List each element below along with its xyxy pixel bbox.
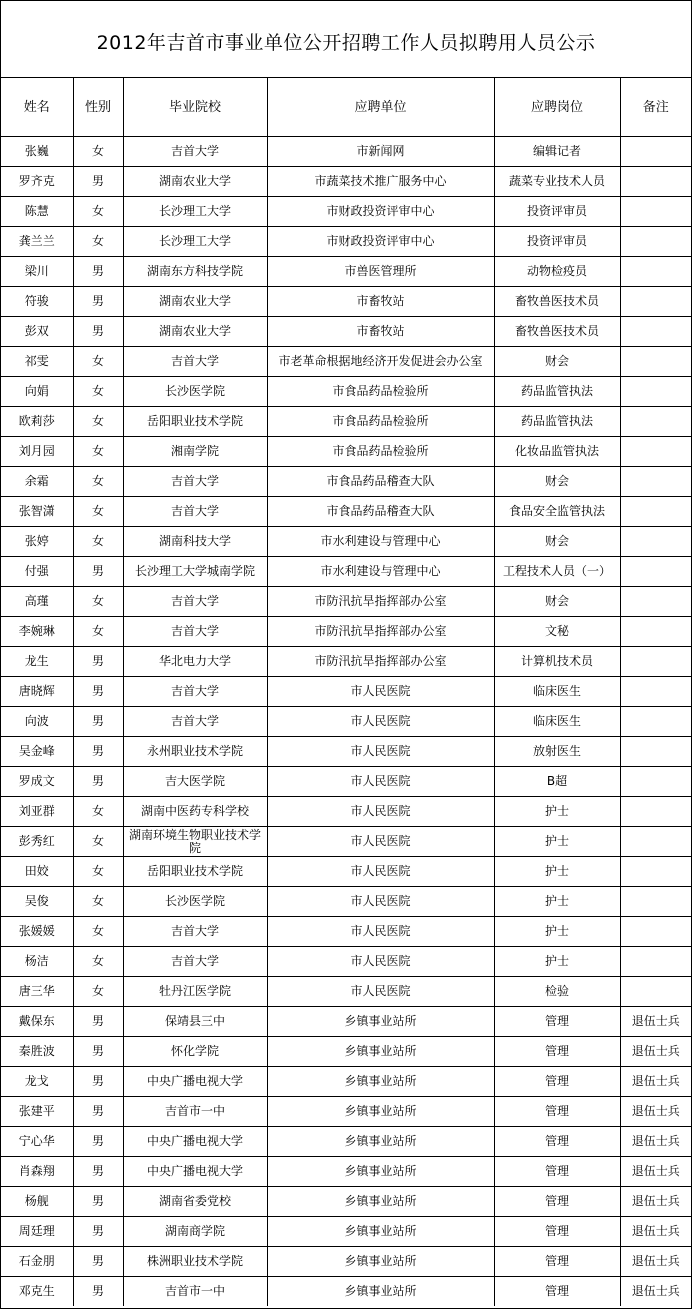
cell-unit: 市食品药品稽查大队 (267, 497, 494, 527)
cell-unit: 市水利建设与管理中心 (267, 527, 494, 557)
cell-name: 唐晓辉 (1, 677, 73, 707)
page-title: 2012年吉首市事业单位公开招聘工作人员拟聘用人员公示 (1, 1, 691, 78)
cell-position: 护士 (494, 917, 620, 947)
cell-remark (620, 647, 691, 677)
cell-unit: 市畜牧站 (267, 287, 494, 317)
cell-remark (620, 257, 691, 287)
cell-name: 高瑾 (1, 587, 73, 617)
cell-name: 刘月园 (1, 437, 73, 467)
cell-unit: 乡镇事业站所 (267, 1277, 494, 1307)
table-row (1, 1247, 691, 1277)
cell-unit: 市人民医院 (267, 737, 494, 767)
cell-position: 管理 (494, 1097, 620, 1127)
cell-school: 长沙理工大学 (123, 197, 267, 227)
cell-unit: 市水利建设与管理中心 (267, 557, 494, 587)
cell-gender: 男 (73, 1127, 123, 1157)
cell-gender: 女 (73, 137, 123, 167)
table-row (1, 437, 691, 467)
header-gender: 性别 (73, 78, 123, 137)
cell-gender: 男 (73, 1097, 123, 1127)
header-unit: 应聘单位 (267, 78, 494, 137)
cell-name: 张媛媛 (1, 917, 73, 947)
cell-remark (620, 287, 691, 317)
table-row (1, 977, 691, 1007)
cell-remark (620, 437, 691, 467)
cell-name: 戴保东 (1, 1007, 73, 1037)
cell-name: 张婷 (1, 527, 73, 557)
cell-gender: 男 (73, 167, 123, 197)
cell-position: 管理 (494, 1037, 620, 1067)
table-row (1, 497, 691, 527)
cell-unit: 市人民医院 (267, 977, 494, 1007)
cell-unit: 市畜牧站 (267, 317, 494, 347)
cell-name: 周廷理 (1, 1217, 73, 1247)
table-row (1, 887, 691, 917)
cell-school: 吉首大学 (123, 617, 267, 647)
cell-school: 吉首大学 (123, 917, 267, 947)
cell-unit: 市人民医院 (267, 947, 494, 977)
cell-remark: 退伍士兵 (620, 1037, 691, 1067)
cell-gender: 女 (73, 857, 123, 887)
cell-remark (620, 977, 691, 1007)
cell-position: 工程技术人员（一） (494, 557, 620, 587)
cell-unit: 乡镇事业站所 (267, 1187, 494, 1217)
cell-name: 石金朋 (1, 1247, 73, 1277)
table-row (1, 857, 691, 887)
cell-remark: 退伍士兵 (620, 1007, 691, 1037)
cell-gender: 女 (73, 497, 123, 527)
cell-gender: 女 (73, 617, 123, 647)
cell-gender: 男 (73, 1067, 123, 1097)
cell-remark (620, 677, 691, 707)
cell-school: 吉首大学 (123, 467, 267, 497)
cell-unit: 市人民医院 (267, 917, 494, 947)
cell-remark: 退伍士兵 (620, 1187, 691, 1217)
cell-unit: 乡镇事业站所 (267, 1217, 494, 1247)
cell-gender: 男 (73, 1187, 123, 1217)
cell-school: 中央广播电视大学 (123, 1067, 267, 1097)
cell-gender: 女 (73, 347, 123, 377)
cell-unit: 市防汛抗旱指挥部办公室 (267, 647, 494, 677)
table-row (1, 137, 691, 167)
cell-position: 食品安全监管执法 (494, 497, 620, 527)
table-row (1, 1097, 691, 1127)
cell-unit: 乡镇事业站所 (267, 1037, 494, 1067)
cell-unit: 乡镇事业站所 (267, 1007, 494, 1037)
cell-unit: 市防汛抗旱指挥部办公室 (267, 587, 494, 617)
cell-name: 符骏 (1, 287, 73, 317)
cell-name: 唐三华 (1, 977, 73, 1007)
cell-name: 龙戈 (1, 1067, 73, 1097)
cell-position: 动物检疫员 (494, 257, 620, 287)
cell-position: 管理 (494, 1067, 620, 1097)
cell-gender: 女 (73, 437, 123, 467)
table-row (1, 407, 691, 437)
cell-unit: 市人民医院 (267, 677, 494, 707)
cell-name: 吴金峰 (1, 737, 73, 767)
cell-school: 岳阳职业技术学院 (123, 407, 267, 437)
cell-position: 药品监管执法 (494, 407, 620, 437)
cell-school: 吉首大学 (123, 497, 267, 527)
cell-school: 长沙医学院 (123, 887, 267, 917)
cell-school: 湖南东方科技学院 (123, 257, 267, 287)
header-name: 姓名 (1, 78, 73, 137)
cell-position: 临床医生 (494, 677, 620, 707)
table-row (1, 617, 691, 647)
cell-remark (620, 167, 691, 197)
cell-position: 放射医生 (494, 737, 620, 767)
cell-school: 吉首大学 (123, 707, 267, 737)
cell-unit: 市食品药品检验所 (267, 437, 494, 467)
cell-name: 彭秀红 (1, 827, 73, 857)
cell-school: 保靖县三中 (123, 1007, 267, 1037)
cell-name: 邓克生 (1, 1277, 73, 1307)
cell-name: 田姣 (1, 857, 73, 887)
cell-position: 投资评审员 (494, 227, 620, 257)
cell-school: 湖南中医药专科学校 (123, 797, 267, 827)
cell-gender: 女 (73, 377, 123, 407)
cell-remark: 退伍士兵 (620, 1277, 691, 1307)
cell-gender: 男 (73, 1217, 123, 1247)
cell-school: 湖南农业大学 (123, 317, 267, 347)
cell-unit: 市新闻网 (267, 137, 494, 167)
table-row (1, 287, 691, 317)
cell-name: 欧莉莎 (1, 407, 73, 437)
cell-position: 化妆品监管执法 (494, 437, 620, 467)
cell-position: 护士 (494, 827, 620, 857)
cell-school: 中央广播电视大学 (123, 1127, 267, 1157)
cell-position: 投资评审员 (494, 197, 620, 227)
cell-gender: 女 (73, 797, 123, 827)
cell-school: 吉首大学 (123, 137, 267, 167)
cell-remark (620, 917, 691, 947)
cell-remark (620, 947, 691, 977)
cell-remark: 退伍士兵 (620, 1157, 691, 1187)
table-row (1, 827, 691, 857)
cell-gender: 女 (73, 467, 123, 497)
cell-remark (620, 227, 691, 257)
cell-school: 长沙理工大学 (123, 227, 267, 257)
table-row (1, 797, 691, 827)
table-row (1, 257, 691, 287)
cell-remark (620, 317, 691, 347)
cell-gender: 男 (73, 557, 123, 587)
cell-unit: 市人民医院 (267, 827, 494, 857)
table-row (1, 377, 691, 407)
cell-gender: 男 (73, 1247, 123, 1277)
cell-gender: 男 (73, 1037, 123, 1067)
cell-gender: 女 (73, 587, 123, 617)
cell-name: 李婉琳 (1, 617, 73, 647)
table-row (1, 1127, 691, 1157)
table-row (1, 227, 691, 257)
cell-school: 怀化学院 (123, 1037, 267, 1067)
cell-unit: 市兽医管理所 (267, 257, 494, 287)
cell-position: 管理 (494, 1007, 620, 1037)
table-row (1, 527, 691, 557)
cell-unit: 乡镇事业站所 (267, 1097, 494, 1127)
cell-remark (620, 407, 691, 437)
cell-gender: 男 (73, 737, 123, 767)
cell-unit: 乡镇事业站所 (267, 1247, 494, 1277)
table-row (1, 1007, 691, 1037)
header-remark: 备注 (620, 78, 691, 137)
table-row (1, 947, 691, 977)
cell-remark: 退伍士兵 (620, 1247, 691, 1277)
cell-name: 杨舰 (1, 1187, 73, 1217)
cell-school: 华北电力大学 (123, 647, 267, 677)
table-header-row (1, 78, 691, 137)
cell-unit: 市防汛抗旱指挥部办公室 (267, 617, 494, 647)
cell-gender: 女 (73, 917, 123, 947)
cell-unit: 市人民医院 (267, 767, 494, 797)
cell-gender: 男 (73, 257, 123, 287)
cell-position: 管理 (494, 1187, 620, 1217)
cell-school: 湖南科技大学 (123, 527, 267, 557)
table-row (1, 557, 691, 587)
cell-name: 秦胜波 (1, 1037, 73, 1067)
cell-gender: 女 (73, 947, 123, 977)
cell-position: 检验 (494, 977, 620, 1007)
cell-unit: 市老革命根据地经济开发促进会办公室 (267, 347, 494, 377)
table-row (1, 1217, 691, 1247)
cell-school: 吉首大学 (123, 347, 267, 377)
cell-name: 梁川 (1, 257, 73, 287)
cell-remark: 退伍士兵 (620, 1127, 691, 1157)
cell-school: 吉首市一中 (123, 1097, 267, 1127)
cell-position: 管理 (494, 1127, 620, 1157)
cell-remark (620, 137, 691, 167)
cell-gender: 女 (73, 407, 123, 437)
cell-position: 管理 (494, 1157, 620, 1187)
cell-name: 付强 (1, 557, 73, 587)
table-row (1, 1067, 691, 1097)
cell-position: 蔬菜专业技术人员 (494, 167, 620, 197)
cell-position: 财会 (494, 467, 620, 497)
cell-remark (620, 737, 691, 767)
cell-unit: 市财政投资评审中心 (267, 197, 494, 227)
cell-remark (620, 797, 691, 827)
cell-unit: 市食品药品检验所 (267, 407, 494, 437)
cell-position: 临床医生 (494, 707, 620, 737)
cell-unit: 乡镇事业站所 (267, 1067, 494, 1097)
cell-unit: 市财政投资评审中心 (267, 227, 494, 257)
cell-unit: 市人民医院 (267, 857, 494, 887)
cell-school: 湖南省委党校 (123, 1187, 267, 1217)
cell-school: 中央广播电视大学 (123, 1157, 267, 1187)
cell-gender: 女 (73, 227, 123, 257)
cell-position: 管理 (494, 1247, 620, 1277)
header-school: 毕业院校 (123, 78, 267, 137)
cell-unit: 市食品药品检验所 (267, 377, 494, 407)
cell-name: 吴俊 (1, 887, 73, 917)
cell-school: 永州职业技术学院 (123, 737, 267, 767)
cell-position: 财会 (494, 347, 620, 377)
cell-name: 刘亚群 (1, 797, 73, 827)
cell-gender: 男 (73, 647, 123, 677)
cell-position: 药品监管执法 (494, 377, 620, 407)
cell-remark (620, 347, 691, 377)
cell-remark (620, 467, 691, 497)
table-row (1, 587, 691, 617)
cell-remark (620, 617, 691, 647)
cell-position: 编辑记者 (494, 137, 620, 167)
table-row (1, 347, 691, 377)
table-row (1, 707, 691, 737)
cell-school: 长沙理工大学城南学院 (123, 557, 267, 587)
cell-unit: 乡镇事业站所 (267, 1157, 494, 1187)
cell-name: 龚兰兰 (1, 227, 73, 257)
cell-gender: 女 (73, 527, 123, 557)
cell-school: 吉首大学 (123, 677, 267, 707)
cell-unit: 市蔬菜技术推广服务中心 (267, 167, 494, 197)
cell-gender: 男 (73, 317, 123, 347)
cell-remark (620, 377, 691, 407)
cell-remark (620, 707, 691, 737)
cell-name: 张智潇 (1, 497, 73, 527)
cell-position: 管理 (494, 1277, 620, 1307)
cell-remark (620, 887, 691, 917)
cell-school: 吉首市一中 (123, 1277, 267, 1307)
header-position: 应聘岗位 (494, 78, 620, 137)
cell-name: 罗齐克 (1, 167, 73, 197)
cell-position: 计算机技术员 (494, 647, 620, 677)
cell-school: 牡丹江医学院 (123, 977, 267, 1007)
candidate-table (1, 78, 691, 1306)
table-row (1, 197, 691, 227)
cell-gender: 男 (73, 287, 123, 317)
cell-position: 护士 (494, 797, 620, 827)
cell-gender: 女 (73, 197, 123, 227)
cell-name: 龙生 (1, 647, 73, 677)
cell-gender: 男 (73, 677, 123, 707)
cell-gender: 男 (73, 1007, 123, 1037)
cell-unit: 市人民医院 (267, 887, 494, 917)
table-body (1, 137, 691, 1307)
cell-unit: 乡镇事业站所 (267, 1127, 494, 1157)
cell-remark: 退伍士兵 (620, 1067, 691, 1097)
table-row (1, 677, 691, 707)
cell-position: 畜牧兽医技术员 (494, 317, 620, 347)
cell-remark (620, 827, 691, 857)
cell-gender: 女 (73, 887, 123, 917)
cell-name: 宁心华 (1, 1127, 73, 1157)
cell-school: 吉首大学 (123, 947, 267, 977)
table-row (1, 647, 691, 677)
cell-remark (620, 587, 691, 617)
table-row (1, 167, 691, 197)
cell-unit: 市食品药品稽查大队 (267, 467, 494, 497)
cell-name: 张建平 (1, 1097, 73, 1127)
cell-gender: 女 (73, 977, 123, 1007)
cell-position: B超 (494, 767, 620, 797)
cell-position: 财会 (494, 527, 620, 557)
cell-position: 文秘 (494, 617, 620, 647)
table-row (1, 1157, 691, 1187)
cell-name: 罗成文 (1, 767, 73, 797)
cell-remark (620, 497, 691, 527)
cell-remark: 退伍士兵 (620, 1217, 691, 1247)
cell-unit: 市人民医院 (267, 797, 494, 827)
cell-position: 护士 (494, 887, 620, 917)
cell-name: 彭双 (1, 317, 73, 347)
cell-name: 余霜 (1, 467, 73, 497)
cell-gender: 男 (73, 1277, 123, 1307)
cell-position: 护士 (494, 857, 620, 887)
cell-school: 吉首大学 (123, 587, 267, 617)
table-row (1, 737, 691, 767)
cell-unit: 市人民医院 (267, 707, 494, 737)
cell-name: 肖森翔 (1, 1157, 73, 1187)
cell-position: 畜牧兽医技术员 (494, 287, 620, 317)
cell-position: 护士 (494, 947, 620, 977)
table-row (1, 1277, 691, 1307)
cell-position: 管理 (494, 1217, 620, 1247)
cell-gender: 女 (73, 827, 123, 857)
cell-school: 吉大医学院 (123, 767, 267, 797)
cell-school: 湘南学院 (123, 437, 267, 467)
cell-school: 湖南农业大学 (123, 287, 267, 317)
cell-name: 陈慧 (1, 197, 73, 227)
cell-school: 湖南商学院 (123, 1217, 267, 1247)
table-row (1, 467, 691, 497)
cell-name: 向波 (1, 707, 73, 737)
cell-school: 湖南环境生物职业技术学院 (123, 827, 267, 857)
cell-name: 祁雯 (1, 347, 73, 377)
cell-remark (620, 527, 691, 557)
table-row (1, 767, 691, 797)
cell-position: 财会 (494, 587, 620, 617)
cell-gender: 男 (73, 767, 123, 797)
cell-remark (620, 197, 691, 227)
cell-school: 湖南农业大学 (123, 167, 267, 197)
cell-gender: 男 (73, 707, 123, 737)
cell-remark: 退伍士兵 (620, 1097, 691, 1127)
cell-gender: 男 (73, 1157, 123, 1187)
cell-school: 岳阳职业技术学院 (123, 857, 267, 887)
table-row (1, 1037, 691, 1067)
cell-name: 张巍 (1, 137, 73, 167)
cell-name: 向娟 (1, 377, 73, 407)
table-row (1, 1187, 691, 1217)
table-row (1, 317, 691, 347)
cell-remark (620, 857, 691, 887)
cell-name: 杨洁 (1, 947, 73, 977)
cell-remark (620, 767, 691, 797)
cell-remark (620, 557, 691, 587)
cell-school: 株洲职业技术学院 (123, 1247, 267, 1277)
cell-school: 长沙医学院 (123, 377, 267, 407)
table-row (1, 917, 691, 947)
